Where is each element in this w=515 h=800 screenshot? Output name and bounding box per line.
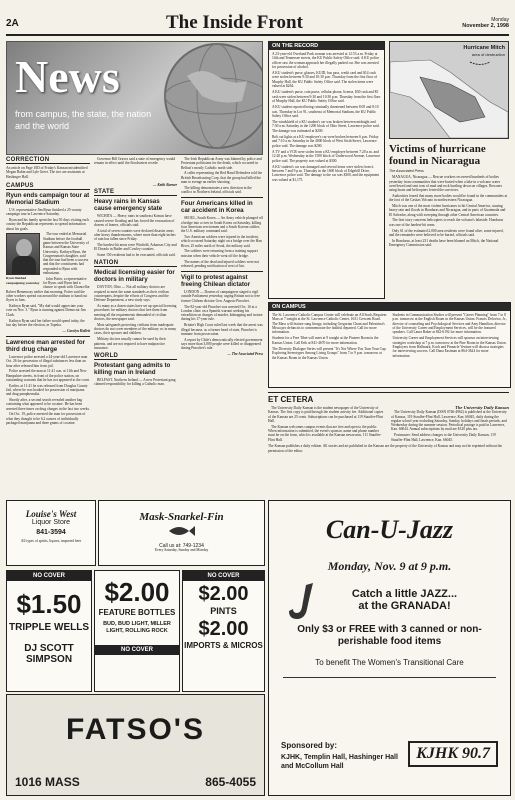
campus-item: University Career and Employment Services will sponsor an interviewing strategies workshop at 7 p.m. tomorrow at the Pine Room in the Kansas Union. Employers from Hallmark, Koch and Pinnacle Venture will discuss strategies for interviewing success. Call Dana Eastman at 864-3624 for more information. [392,336,507,358]
promo-ad-2 [94,570,180,692]
middle-column-2 [181,157,263,356]
medical-para: As many as a dozen states have set up special licensing procedures for military doctors that free them from meeting all the requirements demanded of civilian doctors, the newspaper said. [94,304,177,322]
hurricane-map [389,41,509,139]
jazz-title: Can-U-Jazz [325,515,454,544]
fatsos-phone: 865-4055 [205,775,256,789]
heavy-rains-para: Some 150 residents had to be evacuated, officials said. [97,253,176,258]
on-campus-label: ON CAMPUS [269,303,510,311]
hurricane-body [389,175,509,247]
record-item: The windshield of a KU student's car was broken between midnight and 7:30 a.m. Saturday in the 1200 block of Ohio Street, Lawrence police said. The damage was estimated at $200. [272,120,380,133]
liquor-store-note: All types of spirits, liquors, imported beer [20,539,82,543]
jazz-admission: Only $3 or FREE with 3 canned or non-perishable food items [297,624,482,647]
map-title: Hurricane Mitch [463,45,505,51]
ryun-photo [6,233,40,285]
fatsos-name: FATSO'S [66,713,205,746]
record-item: A KU student's purse, glasses, KUID, bus pass, credit card and $14 cash were stolen between 9:30 and 10:30 p.m. Thursday from the first floor of Murphy Hall, the KU Public Safety Office said. The stolen items were valued at $264. [272,71,378,89]
ryun-para: Ryun and his family spent the last 50 days visiting each county the Republican represents to spread information about his goals. [6,217,89,231]
heavy-rains-body [94,214,177,257]
ryun-photo-caption: Ryun finished campaigning yesterday [6,276,40,285]
promo2-price: $2.00 [104,577,170,607]
section-title: The Inside Front [166,12,303,33]
promo3-top: NO COVER [183,571,264,581]
ira-para: The Irish Republican Army was blamed by police and Protestant politicians for the death, which occurred in Belfast's mostly Catholic north side. [181,157,262,170]
jazz-sponsors: KJHK, Templin Hall, Hashinger Hall and McCollum Hall [281,754,398,770]
paper-name: The University Daily Kansan [455,405,509,410]
four-americans-headline: Four Americans killed in car accident in Korea [181,197,263,214]
correction-label: CORRECTION [6,157,90,164]
medical-headline: Medical licensing easier for doctors in military [94,269,175,284]
world-label: WORLD [94,353,177,360]
heavy-rains-para: A total of seven counties were declared disaster areas after heavy thunderstorms, where more than eight inches of rain has fallen since Friday. [94,228,176,242]
four-americans-para: SEOUL, South Korea — An Army vehicle plunged off a bridge into a river in South Korea on Saturday, killing four American servicemen and a South Korean soldier, the U.S. military command said. [181,216,263,234]
vigil-para: LONDON — Dozens of campaigners staged a vigil outside Parliament yesterday, urging Britain not to free former Chilean dictator Gen. Augusto Pinochet. [181,290,260,303]
mask-ad-phone: Call us at: 749-1234 [159,543,204,549]
on-the-record-box [268,41,385,299]
issue-date: November 2, 1998 [462,23,509,29]
et-cetera-footer: The Kansan publishes a daily edition. All stories and art published in the Kansan are the property of the University of Kansas and may not be reprinted without the permission of the editor. [268,444,503,453]
lawrence-headline: Lawrence man arrested for third drug charge [6,336,90,353]
et-cetera-right [391,406,509,443]
jazz-at: at the GRANADA! [358,600,451,612]
lawrence-para: On Oct. 19, police arrested the man for possession of what they thought to be 6.2 ounces of individually packaged marijuana and three grams of cocaine. [6,412,86,426]
hurricane-section [389,41,509,297]
promo3-line1: PINTS [210,606,237,616]
hurricane-para: Authorities feared that many more bodies would be found in the communities at the foot of the Casitas Volcano in northwestern Nicaragua. [389,193,508,203]
state-lead-text [94,157,177,183]
promo3-price2: $2.00 [198,618,249,640]
hurricane-byline: The Associated Press [389,169,424,173]
protestant-headline: Protestant gang admits to killing man in Ireland [94,362,171,377]
promo2-line2: BUD, BUD LIGHT, MILLER LIGHT, ROLLING ROCK [103,621,171,634]
on-the-record-items [269,50,384,186]
on-the-record-label: ON THE RECORD [269,42,384,50]
news-banner [6,41,263,155]
promo2-cover: NO COVER [95,645,179,655]
correction-text: An article on Page 10D of Friday's Kansan misidentified Megan Babin and Lyle Greer. The two are assistants at Hashinger Hall. [6,166,88,179]
promo1-top: NO COVER [7,571,91,581]
ira-body [181,157,263,194]
promo2-line1: FEATURE BOTTLES [98,608,176,617]
ryun-body [6,208,90,231]
campus-label: CAMPUS [6,183,90,190]
liquor-store-name: Louise's West [25,509,77,519]
heavy-rains-para: The hardest-hit areas were Winfield, Arkansas City and El Dorado in Butler and Cowley counties. [94,243,177,252]
hurricane-para: The first story concerns helicopters to reach the volcano's lakeside. Honduras was one of the hardest-hit areas. [389,218,504,227]
lawrence-para: Shortly after, a second search revealed another bag containing what appeared to be cocaine. He has been arrested three times on drug charges in the last two weeks. [6,398,90,411]
promo-ad-3 [182,570,265,692]
ryun-photo-image [6,233,40,275]
can-u-jazz-ad [268,500,511,796]
jazz-catch: Catch a little JAZZ... [351,588,458,600]
et-cetera-label: ET CETERA [268,395,314,404]
campus-item: Students in Communication Studies will present "Career Planning" from 7 to 8 p.m. tomorrow at the English Room in the Kansas Union. Francis Deloviso, Jr., director of counseling and Psychological Services and Amy Hamilton, director of the University Career and Employment Services, will be the featured speakers. Call Laura Baker at 842-6192 for more information. [392,313,507,335]
hurricane-para: Only 61 of the estimated 2,000 area residents were found alive, some injured, and the remainder were believed to be buried, officials said. [389,228,504,237]
promo1-dj: DJ SCOTT SIMPSON [24,643,74,665]
lawrence-para: Police arrested the man at 11:41 a.m. at 11th and New Hampshire streets, in front of the police station, on outstanding warrants that he has not appeared to the court. [6,369,90,382]
news-tagline: from campus, the state, the nation and the world [15,109,152,131]
masthead-rule [6,34,509,36]
lawrence-body [6,355,90,425]
jazz-radio-logo: KJHK 90.7 [408,741,498,767]
heavy-rains-para: WICHITA — Heavy rains in southeast Kansas have caused severe flooding and has forced the evacuation of dozens of homes, officials said. [94,214,175,227]
record-item: A KU student's purse, coin purse, cellular phone, license, $30 cash and $5 cash were stolen between 9:30 and 10:30 p.m. Thursday from the first floor of Murphy Hall, the KU Public Safety Office said. [272,90,381,103]
masthead [6,9,509,35]
liquor-store-phone: 841-3594 [36,529,66,536]
ryun-para: Kathryn Ryun said, "My dad would appreciate your vote on Nov. 3." Ryun is running against Democrat Jim Clark. [6,304,86,317]
saxophone-icon [283,581,323,625]
et-cetera-para: The University Daily Kansan (ISSN 0746-4962) is published at the University of Kansas, 119 Stauffer-Flint Hall, Lawrence, Kan. 66045, daily during the regular school year excluding Saturday, Sunday, holidays and finals periods, and Wednesday during the summer session. Periodical postage is paid in Lawrence, Kan. 66044. Annual subscriptions by mail are $120 plus tax. [391,410,507,432]
campus-item: The Diversity Dialogue Series will present "It's Not Where You Turn Your Cap: Exploring Stereotypes Among Living Groups" from 7 to 9 p.m. tomorrow at the Kansas Room in the Kansas Union. [272,347,387,360]
promo1-price: $1.50 [16,589,82,619]
lawrence-para: Earlier, at 11:41 he was released from Douglas County Jail, where he was booked for possession of marijuana and drug paraphernalia. [6,383,88,397]
fatsos-ad [6,694,265,796]
map-subtitle: area of destruction [471,52,505,57]
vigil-body [181,290,263,350]
four-americans-para: Two American soldiers were injured in the incident, which occurred Saturday night on a bridge over the Han River, 25 miles north of Seoul, the military said. [181,235,262,248]
hurricane-headline: Victims of hurricane found in Nicaragua [389,143,486,167]
issue-weekday: Monday [491,17,509,23]
record-item: A TV and a VCR were stolen from a KU employee between 7:20 a.m. and 12:20 p.m. Wednesday in the 1500 block of Underwood Avenue, Lawrence police said. The property was valued at $300. [272,149,381,163]
news-title: News [15,51,120,102]
left-column [6,157,90,427]
hurricane-para: MANAGUA, Nicaragua — Rescue workers recovered hundreds of bodies yesterday from communities that were buried when a lake in a volcano crater overflowed and sent tons of mud and rock hurtling down on villages. Rescuers using boats and helicopters ferried the survivors. [389,175,503,193]
vigil-para: The 82-year-old Pinochet was arrested Oct. 16 at a London clinic on a Spanish warrant seeking his extradition on charges of murder, kidnapping and torture during his 17-year rule. [181,304,263,322]
on-campus-items [269,311,510,363]
record-item: A KU student reported being criminally threatened between 8:05 and 8:10 a.m. Thursday in Lot 91, southeast of Memorial Stadium, the KU Public Safety Office said. [272,105,379,118]
jazz-sponsor-label: Sponsored by: [281,741,338,750]
lawrence-para: Lawrence police arrested a 24-year-old Lawrence man Oct. 26 for possession of illegal substances less than an hour after released him from jail. [6,354,88,368]
et-cetera-para: The University Daily Kansan is the student newspaper of the University of Kansas. The first copy is paid through the student activity fee. Additional copies of the Kansan are 25 cents. Subscriptions can be purchased at 119 Stauffer-Flint Hall. [268,406,384,423]
four-americans-para: The soldiers were returning from a training support mission when their vehicle went off the bridge. [181,249,258,258]
vigil-para: Britain's High Court ruled last week that the arrest was illegal because, as a former head of state, Pinochet is immune from prosecution. [181,323,263,336]
page-number: 2A [6,18,19,29]
campus-item: The St. Lawrence Catholic Campus Center will celebrate an All Souls Requiem Mass at 7 tonight at the St. Lawrence Catholic Center, 1631 Crescent Road. The Mass will feature sung liturgy, including Gregorian Chant and Palestrina's Missa pro defunctis to commemorate the faithful departed. Call for more information. [272,313,387,335]
globe-graphic [157,41,263,155]
jazz-benefit: To benefit The Women's Transitional Care [315,658,464,667]
vigil-byline: — The Associated Press [227,352,263,356]
medical-para: DAYTON, Ohio — Not all military doctors are required to meet the same standards as their civilian counterparts, despite the efforts of Congress and the Defense Department, a new study says. [94,285,169,303]
mask-snarkel-fin-ad [98,500,265,566]
promo3-line2: IMPORTS & MICROS [184,641,263,650]
record-item: Bolt cut lights at a KU employee's car were broken between 6 p.m. Friday and 7:10 a.m. Saturday in the 4000 block of West Sixth Street, Lawrence police said. The damage was $200. [272,135,379,148]
record-item: A 23-year-old Overland Park woman was arrested at 12:53 a.m. Friday at 14th and Tennessee streets, the KU Public Safety Office said. A KU police officer saw the woman approach her illegally parked car. She was arrested for possession of alcohol. [272,52,380,69]
medical-para: Most safeguards protecting civilians from inadequate doctors do not cover members of the military or, in many cases, their spouses and children. [94,322,177,336]
liquor-store-sub: Liquor Store [31,519,71,526]
fatsos-addr: 1016 MASS [15,775,80,789]
hurricane-para: In Honduras, at least 231 deaths have been blamed on Mitch, the National Emergency Commission said. [389,238,499,247]
promo3-price: $2.00 [198,583,249,605]
heavy-rains-byline: — Keith Burner [152,183,177,187]
ryun-para: The tour ended at Memorial Stadium before the football game between the University of Kansas and Kansas State University. Kathryn Ryun, the Congressman's daughter, said that the tour had been a success and that the constituents had responded to Ryun with enthusiasm. [43,232,89,276]
mask-ad-name: Mask-Snarkel-Fin [139,511,224,523]
et-cetera-left [268,406,386,443]
ryun-para: Kathryn Ryun said her father would spend today, the last day before the election, in Topeka. [6,318,85,327]
promo1-mid: TRIPPLE WELLS [9,622,89,633]
four-americans-body [181,216,263,268]
record-item: A KU student's car was damaged and several items were stolen from it between 7 and 9 p.m. Thursday in the 1600 block of Edgehill Drive, Lawrence police said. The damage to the car was $300, and the equipment was valued at $1,175. [272,164,380,182]
jazz-when: Monday, Nov. 9 at 9 p.m. [327,559,452,573]
vigil-headline: Vigil to protest against freeing Chilean dictator [181,271,263,288]
ryun-para: U.S. representative Jim Ryun finished a 25-county campaign tour in Lawrence Saturday. [6,207,82,217]
medical-body [94,285,177,350]
nation-label: NATION [94,260,177,267]
promo-ad-1 [6,570,92,692]
et-cetera-box [268,392,509,492]
ira-para: The killing demonstrates a new direction in the conflict in Northern Ireland, officials said. [181,185,252,195]
jazz-divider [283,677,496,678]
liquor-store-ad [6,500,96,566]
medical-para: Military doctors usually cannot be sued by their patients, and are not required to have malpractice insurance. [94,337,166,350]
heavy-rains-para: Governor Bill Graves said a state of emergency would remain in effect until the floodwaters recede. [94,157,176,166]
et-cetera-para: The Kansan welcomes campus events that are free and open to the public. When information is submitted, the event's sponsor, name and phone number must be on the form, which is available at the Kansan newsroom, 111 Stauffer-Flint Hall. [268,424,382,442]
fish-icon [167,525,197,537]
hurricane-para: Mitch was one of the most violent hurricanes to hit Central America, causing heavy rain and floods in Honduras and Nicaragua, and in parts of Guatemala and El Salvador, along with sweeping through other Central American countries. [389,204,506,217]
state-label: STATE [94,189,177,196]
ryun-para: John Potter, a representative for Ryun, said Ryun had a chance to speak with Chancellor Robert Hemenway earlier that morning. Potter said the other workers spread out around the stadium to hand out flyers to fans. [6,276,90,303]
on-campus-box [268,302,511,388]
campus-item: Students for a Free Tibet will meet at 9 tonight at the Pioneer Room in the Kansas Union. Call Erik at 841-4670 for more information. [272,336,379,345]
ryun-headline: Ryun ends campaign tour at Memorial Stadium [6,191,90,206]
vigil-para: A report by Chile's democratically elected government says more than 3,000 people were killed or disappeared during Pinochet's rule. [181,337,263,351]
middle-column-1 [94,157,177,388]
heavy-rains-headline: Heavy rains in Kansas cause emergency state [94,198,163,213]
protestant-body [94,378,177,387]
ryun-byline: — Carolyn Hallett [62,328,90,333]
protestant-para: BELFAST, Northern Ireland — A new Protestant gang claimed responsibility for killing a Catholic man. [94,378,176,387]
ira-para: A caller representing the Red Hand Defenders told the British Broadcasting Corp. that the group had killed the man to avenge an earlier shooting. [181,171,263,184]
four-americans-para: The names of the dead and injured soldiers were not released, pending notification of next of kin. [181,259,260,268]
mask-ad-note: Every Saturday, Sunday and Monday [154,548,209,553]
et-cetera-para: Postmaster: Send address changes to the University Daily Kansan, 119 Stauffer-Flint Hall, Lawrence, Kan. 66045. [391,433,496,442]
